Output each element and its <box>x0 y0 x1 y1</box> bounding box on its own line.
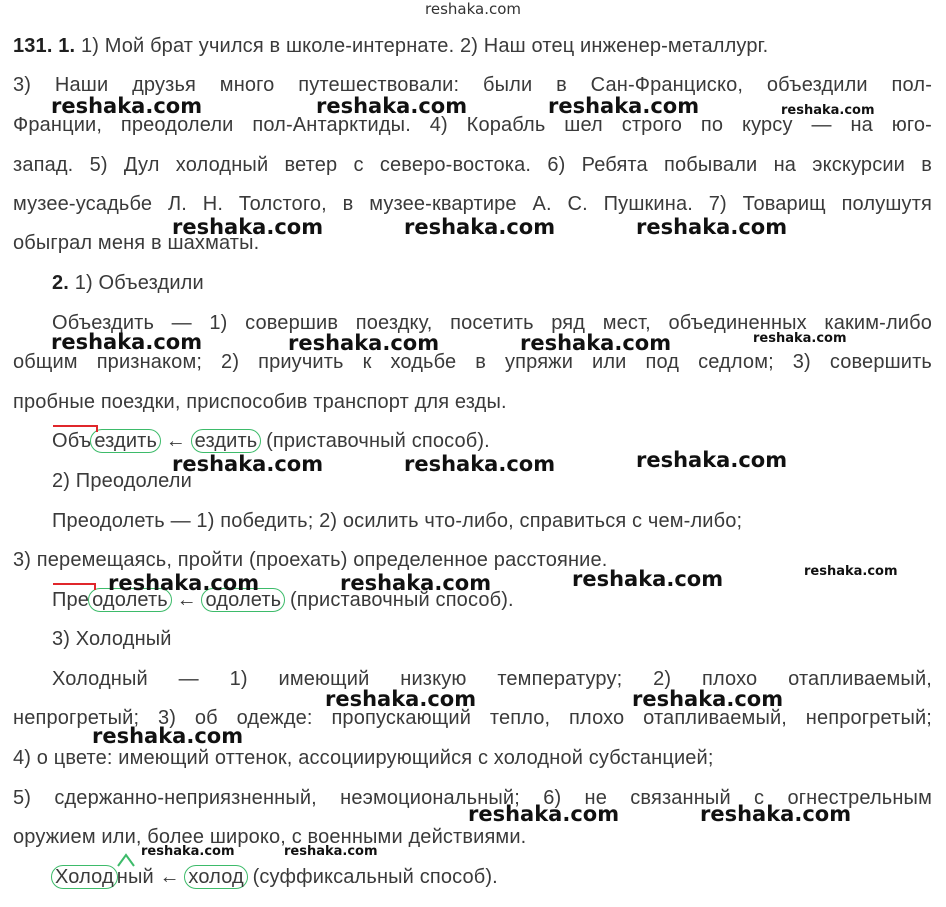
word3-heading: 3) Холодный <box>52 628 172 650</box>
part-number-1: 1. <box>58 35 76 57</box>
watermark: reshaka.com <box>700 802 852 826</box>
section1-line-6: обыграл меня в шахматы. <box>13 232 260 254</box>
watermark: reshaka.com <box>284 844 378 859</box>
word3-definition-4: 5) сдержанно-неприязненный, неэмоциональный; 6) не связанный с огнестрельным <box>13 787 932 809</box>
header-watermark: reshaka.com <box>425 0 521 18</box>
watermark: reshaka.com <box>468 802 620 826</box>
watermark: reshaka.com <box>316 94 468 118</box>
watermark: reshaka.com <box>108 571 260 595</box>
watermark: reshaka.com <box>172 215 324 239</box>
base-oval: ездить <box>191 429 262 453</box>
watermark: reshaka.com <box>172 452 324 476</box>
arrow: ← <box>153 866 186 888</box>
word3-definition-2: непрогретый; 3) об одежде: пропускающий тепло, плохо отапливаемый, непрогретый; <box>13 707 932 729</box>
watermark: reshaka.com <box>404 452 556 476</box>
word1-definition-2: общим признаком; 2) приучить к ходьбе в упряжи или под седлом; 3) совершить <box>13 351 932 373</box>
method: (суффиксальный способ). <box>246 866 498 888</box>
arrow: ← <box>160 430 192 452</box>
watermark: reshaka.com <box>288 331 440 355</box>
section1-line-4: запад. 5) Дул холодный ветер с северо-востока. 6) Ребята побывали на экскурсии в <box>13 154 932 176</box>
watermark: reshaka.com <box>636 448 788 472</box>
word3-definition-1: Холодный — 1) имеющий низкую температуру; 2) плохо отапливаемый, <box>52 668 932 690</box>
prefix: Объ <box>52 430 92 452</box>
word-oval: ездить <box>90 429 161 453</box>
section1-line-2: 3) Наши друзья много путешествовали: были в Сан-Франциско, объездили пол- <box>13 74 932 96</box>
watermark: reshaka.com <box>804 564 898 579</box>
word2-definition-2: 3) перемещаясь, пройти (проехать) определенное расстояние. <box>13 549 608 571</box>
word3-definition-3: 4) о цвете: имеющий оттенок, ассоциирующийся с холодной субстанцией; <box>13 747 714 769</box>
part-number-2: 2. <box>52 272 69 294</box>
method: (приставочный способ). <box>260 430 490 452</box>
exercise-number: 131. <box>13 35 53 57</box>
watermark: reshaka.com <box>92 724 244 748</box>
word1-definition-3: пробные поездки, приспособив транспорт для езды. <box>13 391 507 413</box>
word1-definition-1: Объездить — 1) совершив поездку, посетить ряд мест, объединенных каким-либо <box>52 312 932 334</box>
word3-definition-5: оружием или, более широко, с военными действиями. <box>13 826 527 848</box>
section1-text: 1) Мой брат учился в школе-интернате. 2) Наш отец инженер-металлург. <box>80 35 769 57</box>
watermark: reshaka.com <box>636 215 788 239</box>
section1-line-3: Франции, преодолели пол-Антарктиды. 4) Корабль шел строго по курсу — на юго- <box>13 114 932 136</box>
section1-line-1 <box>13 34 768 58</box>
watermark: reshaka.com <box>572 567 724 591</box>
arrow: ← <box>170 589 203 611</box>
watermark: reshaka.com <box>404 215 556 239</box>
section1-line-5: музее-усадьбе Л. Н. Толстого, в музее-квартире А. С. Пушкина. 7) Товарищ полушутя <box>13 193 932 215</box>
suffix-mark <box>116 852 138 868</box>
prefix: Пре <box>52 589 90 611</box>
word-oval: Холод <box>51 865 118 889</box>
method: (приставочный способ). <box>284 589 514 611</box>
watermark: reshaka.com <box>340 571 492 595</box>
watermark: reshaka.com <box>548 94 700 118</box>
word3-derivation <box>52 865 498 889</box>
word-oval: одолеть <box>88 588 172 612</box>
watermark: reshaka.com <box>753 331 847 346</box>
watermark: reshaka.com <box>520 331 672 355</box>
suffix: ный <box>116 866 154 888</box>
prefix-mark <box>52 424 102 434</box>
word1-derivation <box>52 429 490 453</box>
prefix-mark <box>52 582 102 592</box>
word2-heading: 2) Преодолели <box>52 470 192 492</box>
word1-heading: 2. 1) Объездили <box>52 272 204 294</box>
watermark: reshaka.com <box>51 94 203 118</box>
watermark: reshaka.com <box>141 844 235 859</box>
watermark: reshaka.com <box>325 687 477 711</box>
watermark: reshaka.com <box>51 330 203 354</box>
word2-definition-1: Преодолеть — 1) победить; 2) осилить что-либо, справиться с чем-либо; <box>52 510 743 532</box>
base-oval: одолеть <box>201 588 285 612</box>
watermark: reshaka.com <box>781 103 875 118</box>
watermark: reshaka.com <box>632 687 784 711</box>
base-oval: холод <box>184 865 247 889</box>
